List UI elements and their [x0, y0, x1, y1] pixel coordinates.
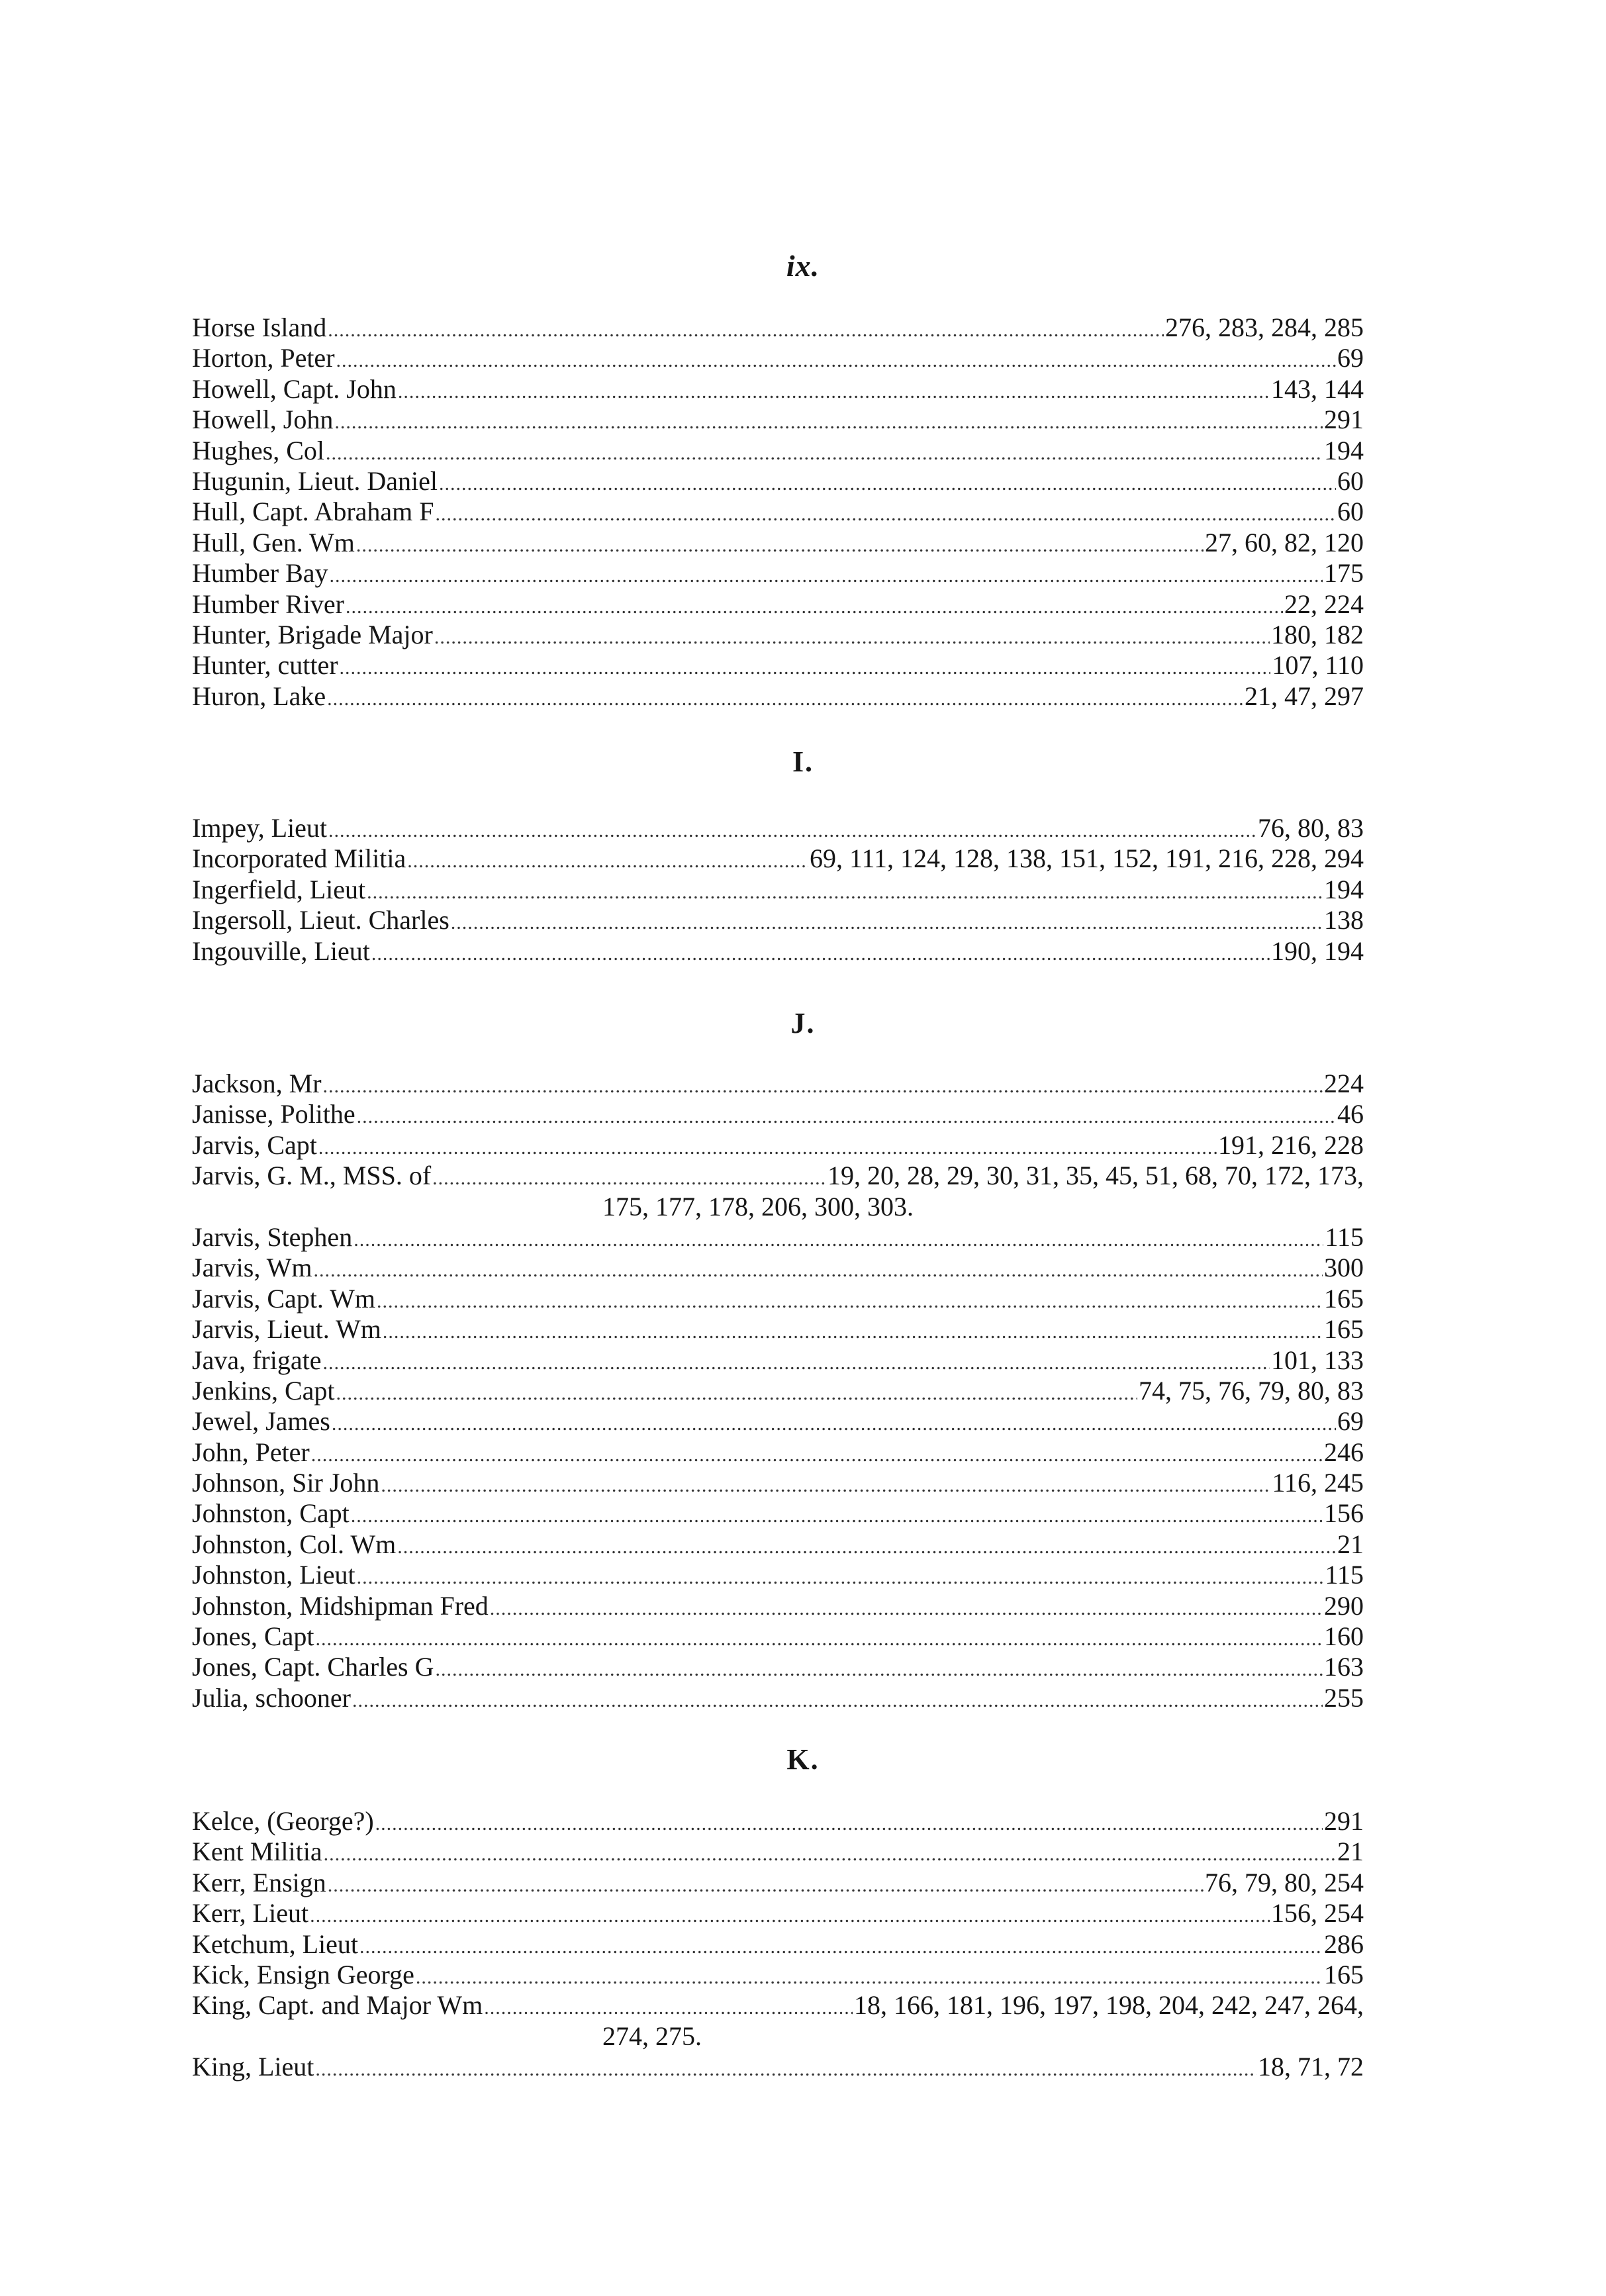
index-entry [192, 1498, 1364, 1529]
entry-name: Johnson, Sir John [192, 1468, 380, 1498]
entry-pages: 60 [1337, 497, 1364, 527]
dot-leader [323, 1069, 1323, 1102]
index-entry [192, 813, 1364, 843]
entry-name: Kent Militia [192, 1837, 322, 1867]
index-entry [192, 436, 1364, 466]
index-entry [192, 620, 1364, 650]
index-entry [192, 1591, 1364, 1621]
entry-pages: 156 [1324, 1498, 1364, 1529]
index-entry [192, 1560, 1364, 1590]
entry-name: Jackson, Mr [192, 1069, 322, 1098]
index-entry [192, 1529, 1364, 1560]
entry-pages: 180, 182 [1271, 619, 1364, 649]
entry-name: Kerr, Lieut [192, 1898, 309, 1929]
index-entry [192, 875, 1364, 905]
index-section-i [192, 813, 1364, 967]
dot-leader [359, 1929, 1323, 1962]
entry-name: Julia, schooner [192, 1682, 351, 1713]
entry-pages: 18, 166, 181, 196, 197, 198, 204, 242, 247, 264, [854, 1990, 1364, 2021]
entry-pages: 46 [1337, 1099, 1364, 1129]
dot-leader [330, 558, 1323, 591]
dot-leader [356, 528, 1204, 561]
entry-name: Hunter, Brigade Major [192, 619, 433, 649]
entry-name: Hunter, cutter [192, 650, 338, 681]
entry-pages: 76, 80, 83 [1258, 813, 1364, 843]
entry-name: Humber Bay [192, 558, 328, 589]
dot-leader [324, 1837, 1336, 1870]
index-entry [192, 1406, 1364, 1437]
entry-name: Horse Island [192, 312, 327, 342]
index-section-j [192, 1069, 1364, 1713]
dot-leader [328, 813, 1256, 846]
entry-pages: 69 [1337, 1406, 1364, 1437]
index-entry [192, 1069, 1364, 1099]
index-entry [192, 1990, 1364, 2021]
section-heading-j: J. [790, 1007, 816, 1039]
entry-pages: 165 [1324, 1314, 1364, 1345]
entry-name: Humber River [192, 589, 344, 619]
dot-leader [315, 2052, 1256, 2085]
index-entry [192, 1468, 1364, 1498]
dot-leader [336, 1376, 1137, 1409]
entry-pages: 115 [1325, 1221, 1364, 1252]
entry-pages: 160 [1324, 1621, 1364, 1652]
dot-leader [328, 1868, 1204, 1901]
entry-pages: 190, 194 [1271, 935, 1364, 966]
index-entry [192, 1683, 1364, 1713]
entry-pages: 74, 75, 76, 79, 80, 83 [1139, 1375, 1364, 1406]
index-entry [192, 1376, 1364, 1406]
dot-leader [357, 1560, 1324, 1593]
dot-leader [336, 343, 1336, 376]
dot-leader [357, 1099, 1336, 1132]
dot-leader [439, 466, 1336, 499]
entry-pages: 18, 71, 72 [1258, 2052, 1364, 2082]
dot-leader [436, 1652, 1323, 1685]
entry-name: Java, frigate [192, 1345, 322, 1375]
dot-leader [326, 436, 1323, 469]
dot-leader [407, 843, 808, 877]
index-entry [192, 1437, 1364, 1468]
entry-name: Johnston, Midshipman Fred [192, 1590, 489, 1621]
dot-leader [351, 1498, 1323, 1531]
index-entry [192, 843, 1364, 874]
dot-leader [318, 1130, 1217, 1163]
index-entry [192, 1929, 1364, 1960]
entry-pages: 69 [1337, 343, 1364, 373]
entry-pages: 116, 245 [1272, 1468, 1364, 1498]
index-entry [192, 497, 1364, 527]
entry-pages: 19, 20, 28, 29, 30, 31, 35, 45, 51, 68, 70, 172, 173, [827, 1161, 1364, 1191]
entry-name: Jarvis, Stephen [192, 1221, 353, 1252]
index-entry [192, 936, 1364, 967]
index-entry [192, 1652, 1364, 1682]
dot-leader [367, 875, 1323, 908]
entry-name: Ingerfield, Lieut [192, 874, 366, 904]
entry-pages: 191, 216, 228 [1218, 1129, 1364, 1160]
section-heading-k: K. [786, 1743, 820, 1776]
dot-leader [346, 589, 1283, 622]
entry-pages-continuation: 274, 275. [602, 2021, 702, 2051]
dot-leader [332, 1406, 1336, 1439]
entry-name: Hull, Gen. Wm [192, 527, 355, 557]
dot-leader [322, 1345, 1270, 1378]
index-entry [192, 1837, 1364, 1867]
entry-name: Johnston, Lieut [192, 1560, 355, 1590]
entry-pages: 276, 283, 284, 285 [1165, 312, 1364, 342]
entry-name: Jarvis, Lieut. Wm [192, 1314, 381, 1345]
entry-name: Ingersoll, Lieut. Charles [192, 905, 449, 935]
entry-pages: 60 [1337, 465, 1364, 496]
entry-name: Ketchum, Lieut [192, 1929, 359, 1959]
entry-pages: 224 [1324, 1069, 1364, 1098]
dot-leader [354, 1222, 1323, 1255]
index-entry [192, 1284, 1364, 1314]
entry-name: Impey, Lieut [192, 813, 328, 843]
index-entry [192, 405, 1364, 435]
entry-pages: 255 [1324, 1682, 1364, 1713]
entry-name: Horton, Peter [192, 343, 335, 373]
entry-name: Kelce, (George?) [192, 1806, 374, 1836]
entry-pages: 22, 224 [1284, 589, 1364, 619]
entry-pages: 27, 60, 82, 120 [1205, 527, 1364, 557]
entry-name: King, Capt. and Major Wm [192, 1990, 483, 2021]
index-entry [192, 1314, 1364, 1345]
entry-name: Hughes, Col [192, 435, 324, 465]
dot-leader [310, 1898, 1270, 1931]
dot-leader [432, 1161, 826, 1194]
dot-leader [327, 681, 1243, 714]
entry-pages: 163 [1324, 1652, 1364, 1682]
entry-pages-continuation: 175, 177, 178, 206, 300, 303. [602, 1191, 914, 1221]
entry-pages: 21 [1337, 1529, 1364, 1559]
index-entry [192, 1960, 1364, 1990]
entry-name: Jarvis, Capt. Wm [192, 1283, 376, 1314]
dot-leader [484, 1990, 853, 2023]
entry-name: Jones, Capt [192, 1621, 314, 1652]
index-entry [192, 1099, 1364, 1129]
index-section-h [192, 312, 1364, 712]
dot-leader [490, 1591, 1323, 1624]
entry-pages: 156, 254 [1271, 1898, 1364, 1929]
dot-leader [340, 650, 1271, 683]
entry-pages: 165 [1324, 1283, 1364, 1314]
entry-name: Jarvis, Capt [192, 1129, 317, 1160]
entry-name: Incorporated Militia [192, 843, 406, 874]
entry-pages: 194 [1324, 435, 1364, 465]
dot-leader [375, 1806, 1323, 1839]
dot-leader [398, 374, 1270, 407]
dot-leader [383, 1314, 1323, 1347]
entry-pages: 101, 133 [1271, 1345, 1364, 1375]
dot-leader [434, 620, 1270, 653]
entry-pages: 194 [1324, 874, 1364, 904]
entry-pages: 76, 79, 80, 254 [1205, 1867, 1364, 1897]
dot-leader [377, 1284, 1323, 1317]
page-number: ix. [786, 249, 820, 283]
entry-name: Huron, Lake [192, 681, 326, 711]
section-heading-i: I. [792, 745, 814, 778]
entry-pages: 300 [1324, 1253, 1364, 1283]
entry-pages: 286 [1324, 1929, 1364, 1959]
index-section-k [192, 1806, 1364, 2083]
entry-name: John, Peter [192, 1437, 310, 1467]
entry-pages: 107, 110 [1272, 650, 1364, 681]
entry-name: Hugunin, Lieut. Daniel [192, 465, 438, 496]
index-entry [192, 1345, 1364, 1376]
entry-name: King, Lieut [192, 2052, 314, 2082]
entry-pages: 115 [1325, 1560, 1364, 1590]
entry-name: Howell, John [192, 405, 334, 435]
entry-pages: 246 [1324, 1437, 1364, 1467]
entry-name: Jarvis, G. M., MSS. of [192, 1161, 432, 1191]
entry-name: Jewel, James [192, 1406, 330, 1437]
index-entry [192, 650, 1364, 681]
index-entry [192, 558, 1364, 589]
index-entry [192, 1222, 1364, 1253]
index-entry [192, 2052, 1364, 2082]
entry-name: Kick, Ensign George [192, 1959, 414, 1989]
entry-name: Howell, Capt. John [192, 373, 397, 404]
entry-name: Hull, Capt. Abraham F [192, 497, 434, 527]
dot-leader [381, 1468, 1270, 1501]
index-entry [192, 905, 1364, 935]
entry-name: Janisse, Polithe [192, 1099, 355, 1129]
index-entry [192, 1130, 1364, 1161]
index-entry [192, 528, 1364, 558]
index-entry [192, 681, 1364, 712]
dot-leader [313, 1253, 1323, 1286]
index-entry [192, 312, 1364, 343]
entry-name: Ingouville, Lieut [192, 935, 370, 966]
index-entry [192, 1806, 1364, 1837]
entry-pages: 291 [1324, 405, 1364, 435]
entry-pages: 291 [1324, 1806, 1364, 1836]
index-entry [192, 1253, 1364, 1283]
index-entry [192, 589, 1364, 620]
index-entry [192, 1898, 1364, 1929]
entry-pages: 69, 111, 124, 128, 138, 151, 152, 191, 216, 228, 294 [809, 843, 1364, 874]
index-entry [192, 374, 1364, 405]
dot-leader [311, 1437, 1323, 1470]
entry-pages: 165 [1324, 1959, 1364, 1989]
dot-leader [334, 405, 1323, 438]
index-entry [192, 466, 1364, 497]
dot-leader [315, 1621, 1323, 1654]
index-entry [192, 1621, 1364, 1652]
index-entry [192, 343, 1364, 373]
entry-pages: 138 [1324, 905, 1364, 935]
entry-pages: 175 [1324, 558, 1364, 589]
entry-pages: 290 [1324, 1590, 1364, 1621]
entry-pages: 21 [1337, 1837, 1364, 1867]
index-entry [192, 1868, 1364, 1898]
dot-leader [371, 936, 1270, 969]
dot-leader [397, 1529, 1336, 1562]
entry-name: Jenkins, Capt [192, 1375, 335, 1406]
entry-name: Johnston, Col. Wm [192, 1529, 397, 1559]
dot-leader [352, 1683, 1323, 1716]
dot-leader [436, 497, 1336, 530]
dot-leader [451, 905, 1323, 938]
entry-name: Johnston, Capt [192, 1498, 350, 1529]
entry-pages: 21, 47, 297 [1245, 681, 1364, 711]
entry-pages: 143, 144 [1271, 373, 1364, 404]
entry-name: Kerr, Ensign [192, 1867, 326, 1897]
dot-leader [416, 1960, 1323, 1993]
entry-name: Jarvis, Wm [192, 1253, 312, 1283]
index-entry [192, 1161, 1364, 1191]
entry-name: Jones, Capt. Charles G [192, 1652, 434, 1682]
dot-leader [328, 312, 1164, 346]
